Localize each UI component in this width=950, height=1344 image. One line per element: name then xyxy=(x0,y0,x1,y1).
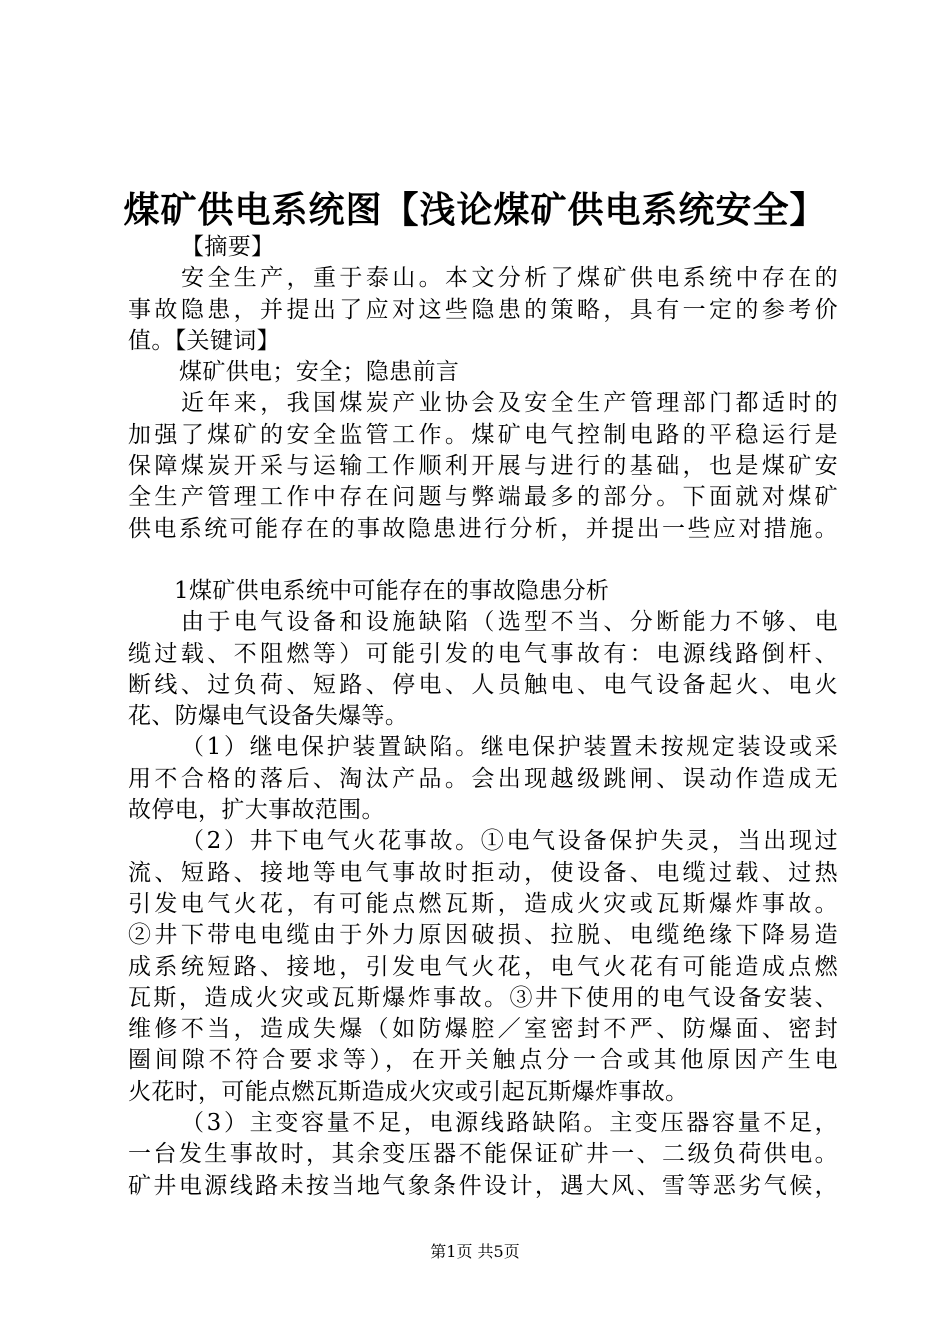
section-heading: 1煤矿供电系统中可能存在的事故隐患分析 xyxy=(174,577,610,604)
paragraph-line: 瓦斯，造成火灾或瓦斯爆炸事故。③井下使用的电气设备安装、 xyxy=(128,984,838,1011)
paragraph-line: 加强了煤矿的安全监管工作。煤矿电气控制电路的平稳运行是 xyxy=(128,421,838,448)
paragraph-line: 引发电气火花，有可能点燃瓦斯，造成火灾或瓦斯爆炸事故。 xyxy=(128,890,838,917)
paragraph-line: 流、短路、接地等电气事故时拒动，使设备、电缆过载、过热 xyxy=(128,859,838,886)
paragraph-line: 断线、过负荷、短路、停电、人员触电、电气设备起火、电火 xyxy=(128,671,838,698)
paragraph-line: 事故隐患，并提出了应对这些隐患的策略，具有一定的参考价 xyxy=(128,296,838,323)
paragraph-line: 缆过载、不阻燃等）可能引发的电气事故有：电源线路倒杆、 xyxy=(128,640,838,667)
page-footer: 第1页 共5页 xyxy=(430,1242,520,1261)
paragraph-line: 由于电气设备和设施缺陷（选型不当、分断能力不够、电 xyxy=(181,609,838,636)
abstract-heading: 【摘要】 xyxy=(181,234,275,260)
paragraph-line: 近年来，我国煤炭产业协会及安全生产管理部门都适时的 xyxy=(181,390,838,417)
blank-line xyxy=(128,545,838,576)
paragraph-line: ②井下带电电缆由于外力原因破损、拉脱、电缆绝缘下降易造 xyxy=(128,922,838,949)
document-body xyxy=(128,232,838,1202)
paragraph-line: 维修不当，造成失爆（如防爆腔／室密封不严、防爆面、密封 xyxy=(128,1016,838,1043)
paragraph-line: 供电系统可能存在的事故隐患进行分析，并提出一些应对措施。 xyxy=(128,515,838,542)
paragraph-line: 成系统短路、接地，引发电气火花，电气火花有可能造成点燃 xyxy=(128,953,838,980)
paragraph-line: 全生产管理工作中存在问题与弊端最多的部分。下面就对煤矿 xyxy=(128,484,838,511)
paragraph-line: 火花时，可能点燃瓦斯造成火灾或引起瓦斯爆炸事故。 xyxy=(128,1078,689,1105)
paragraph-line: 故停电，扩大事故范围。 xyxy=(128,797,385,824)
paragraph-line: 值。【关键词】 xyxy=(128,327,280,354)
paragraph-line: 圈间隙不符合要求等），在开关触点分一合或其他原因产生电 xyxy=(128,1047,838,1074)
paragraph-line: 花、防爆电气设备失爆等。 xyxy=(128,703,409,730)
document-title: 煤矿供电系统图【浅论煤矿供电系统安全】 xyxy=(123,189,827,231)
paragraph-line: 安全生产，重于泰山。本文分析了煤矿供电系统中存在的 xyxy=(181,265,838,292)
paragraph-line: 用不合格的落后、淘汰产品。会出现越级跳闸、误动作造成无 xyxy=(128,765,838,792)
paragraph-line: 一台发生事故时，其余变压器不能保证矿井一、二级负荷供电。 xyxy=(128,1141,838,1168)
paragraph-line: 保障煤炭开采与运输工作顺利开展与进行的基础，也是煤矿安 xyxy=(128,453,838,480)
paragraph-line: （2）井下电气火花事故。①电气设备保护失灵，当出现过 xyxy=(181,828,838,855)
paragraph-line: （3）主变容量不足，电源线路缺陷。主变压器容量不足， xyxy=(181,1110,838,1137)
paragraph-line: 矿井电源线路未按当地气象条件设计，遇大风、雪等恶劣气候， xyxy=(128,1172,838,1199)
keywords-line: 煤矿供电；安全；隐患前言 xyxy=(179,359,460,386)
paragraph-line: （1）继电保护装置缺陷。继电保护装置未按规定装设或采 xyxy=(181,734,838,761)
